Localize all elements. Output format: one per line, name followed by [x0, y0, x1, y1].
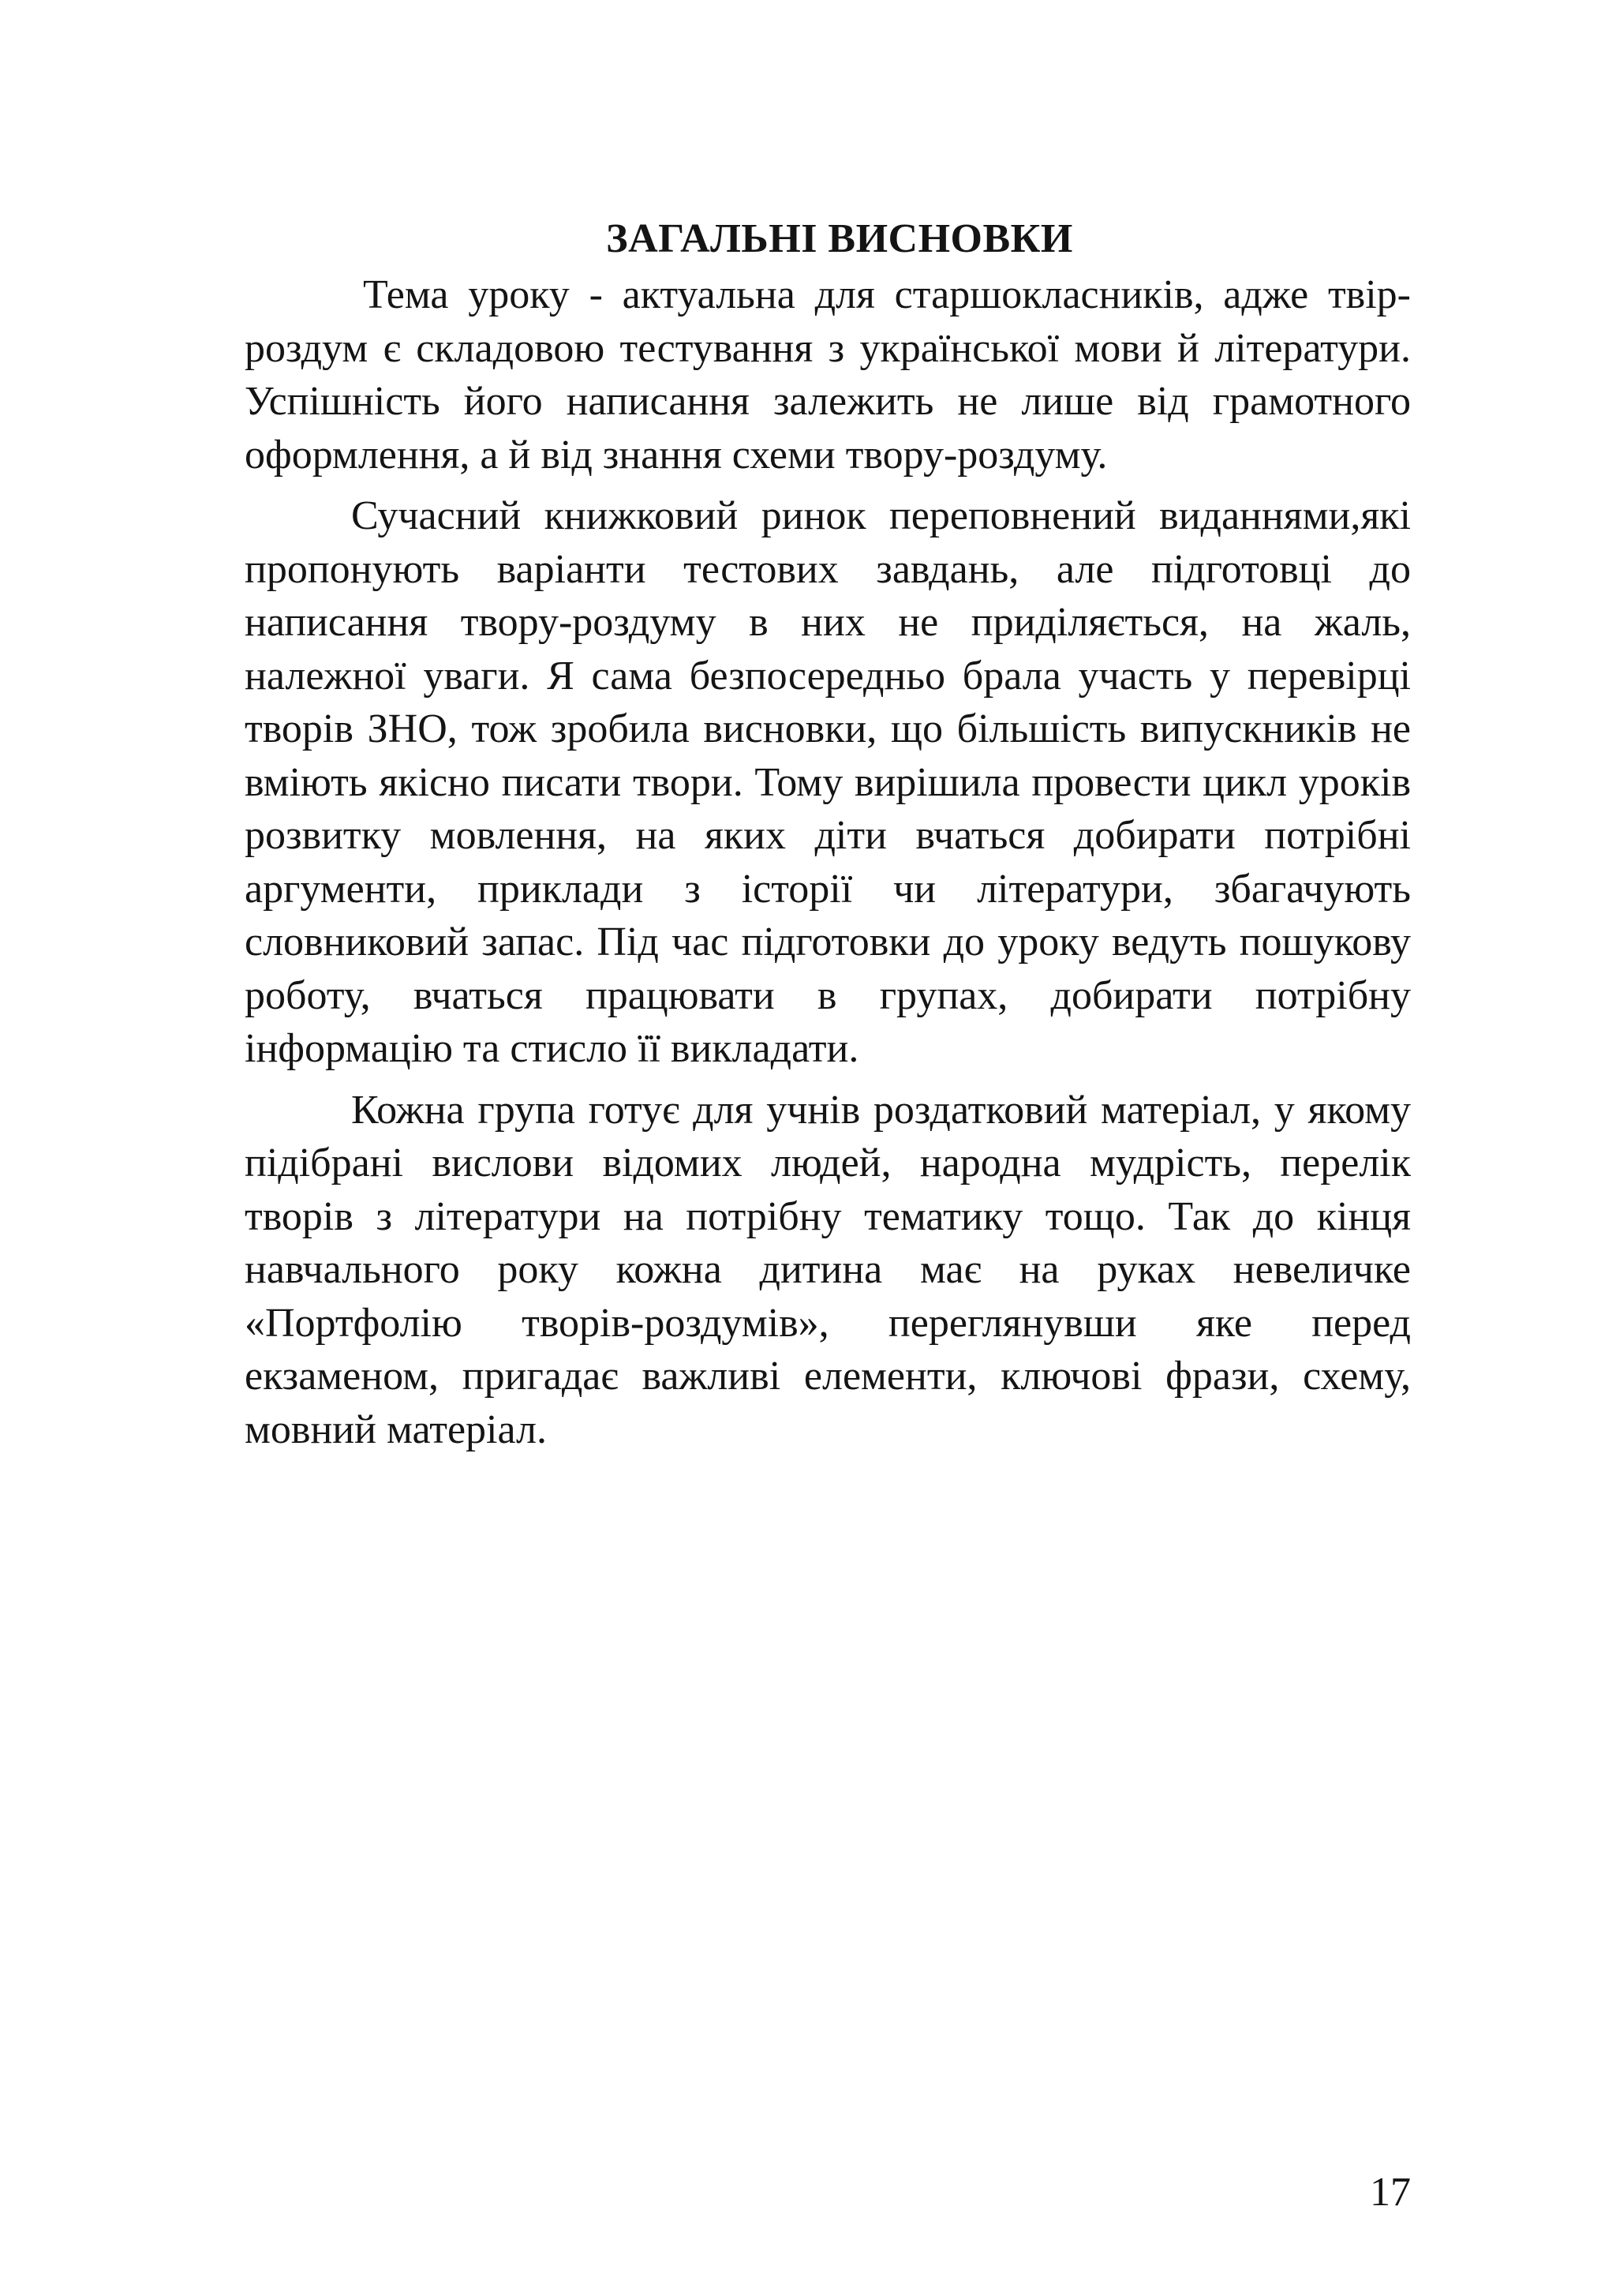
page-content: [245, 213, 1411, 1464]
page-number: 17: [1370, 2170, 1411, 2215]
paragraph-2: Сучасний книжковий ринок переповнений виданнями,які пропонують варіанти тестових завдань, але підготовці до написання твору-роздуму в них не приділяється, на жаль, належної уваги. Я сама безпосередньо брала участь у перевірці творів ЗНО, тож зробила висновки, що більшість випускників не вміють якісно писати твори. Тому вирішила провести цикл уроків розвитку мовлення, на яких діти вчаться добирати потрібні аргументи, приклади з історії чи літератури, збагачують словниковий запас. Під час підготовки до уроку ведуть пошукову роботу, вчаться працювати в групах, добирати потрібну інформацію та стисло її викладати.: [245, 493, 1411, 1071]
page-title: ЗАГАЛЬНІ ВИСНОВКИ: [606, 216, 1073, 261]
paragraph-1: Тема уроку - актуальна для старшокласників, адже твір-роздум є складовою тестування з української мови й літератури. Успішність його написання залежить не лише від грамотного оформлення, а й від знання схеми твору-роздуму.: [245, 272, 1411, 478]
paragraph-3: Кожна група готує для учнів роздатковий матеріал, у якому підібрані вислови відомих людей, народна мудрість, перелік творів з літератури на потрібну тематику тощо. Так до кінця навчального року кожна дитина має на руках невеличке «Портфолію творів-роздумів», переглянувши яке перед екзаменом, пригадає важливі елементи, ключові фрази, схему, мовний матеріал.: [245, 1087, 1411, 1452]
